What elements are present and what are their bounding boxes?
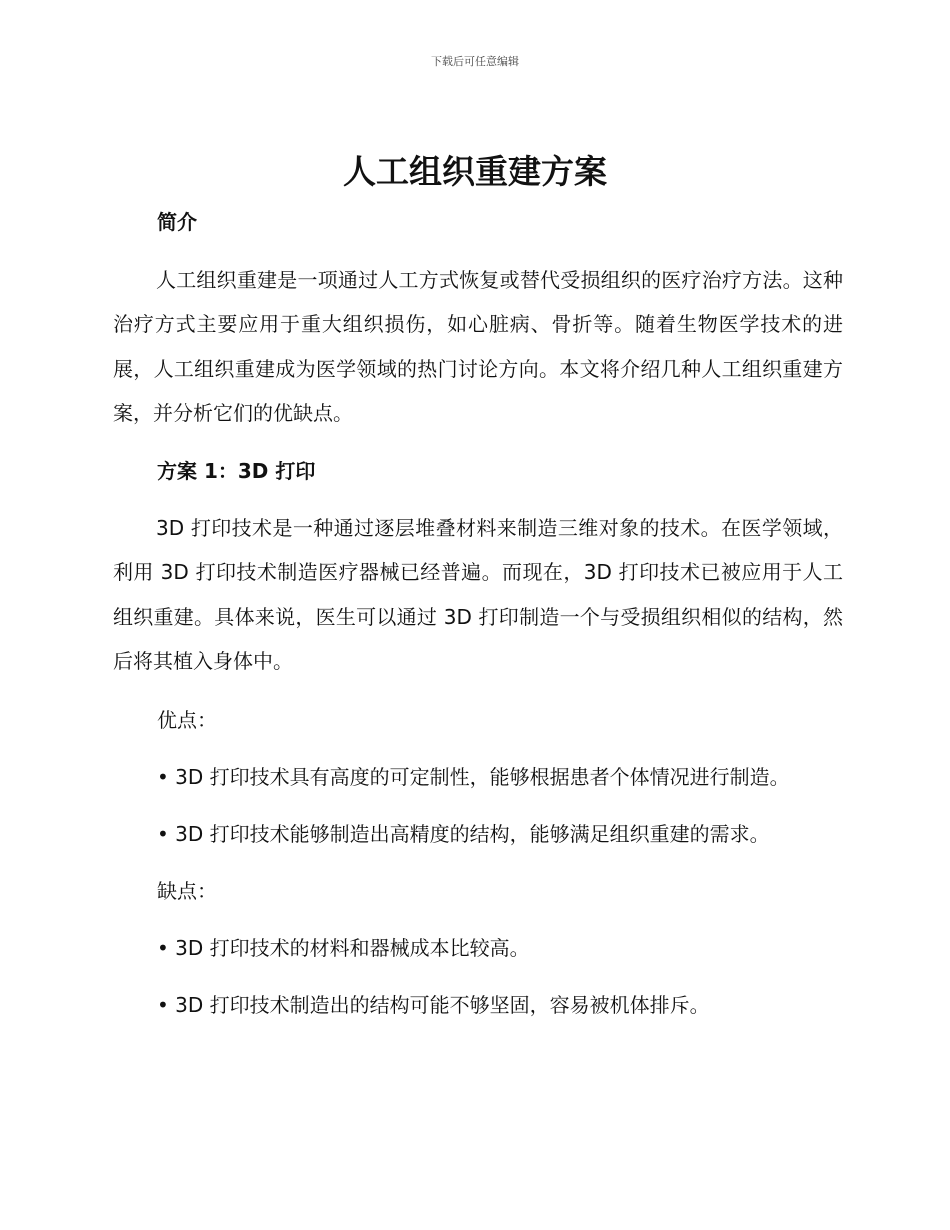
- page-header-note: 下载后可任意编辑: [431, 55, 519, 68]
- pros-label: 优点：: [157, 708, 217, 732]
- document-title: 人工组织重建方案: [343, 152, 607, 191]
- pros-item-2: • 3D 打印技术能够制造出高精度的结构，能够满足组织重建的需求。: [157, 822, 770, 846]
- cons-item-2: • 3D 打印技术制造出的结构可能不够坚固，容易被机体排斥。: [157, 993, 710, 1017]
- pros-item-1: • 3D 打印技术具有高度的可定制性，能够根据患者个体情况进行制造。: [157, 765, 790, 789]
- intro-heading: 简介: [157, 210, 197, 234]
- plan1-heading: 方案 1：3D 打印: [157, 459, 316, 483]
- cons-label: 缺点：: [157, 879, 217, 903]
- plan1-paragraph: 3D 打印技术是一种通过逐层堆叠材料来制造三维对象的技术。在医学领域，利用 3D 打印技术制造医疗器械已经普遍。而现在，3D 打印技术已被应用于人工组织重建。具体来说，医生可以通过 3D 打印制造一个与受损组织相似的结构，然后将其植入身体中。: [113, 516, 843, 673]
- cons-item-1: • 3D 打印技术的材料和器械成本比较高。: [157, 936, 530, 960]
- intro-paragraph: 人工组织重建是一项通过人工方式恢复或替代受损组织的医疗治疗方法。这种治疗方式主要应用于重大组织损伤，如心脏病、骨折等。随着生物医学技术的进展，人工组织重建成为医学领域的热门讨论方向。本文将介绍几种人工组织重建方案，并分析它们的优缺点。: [113, 268, 843, 425]
